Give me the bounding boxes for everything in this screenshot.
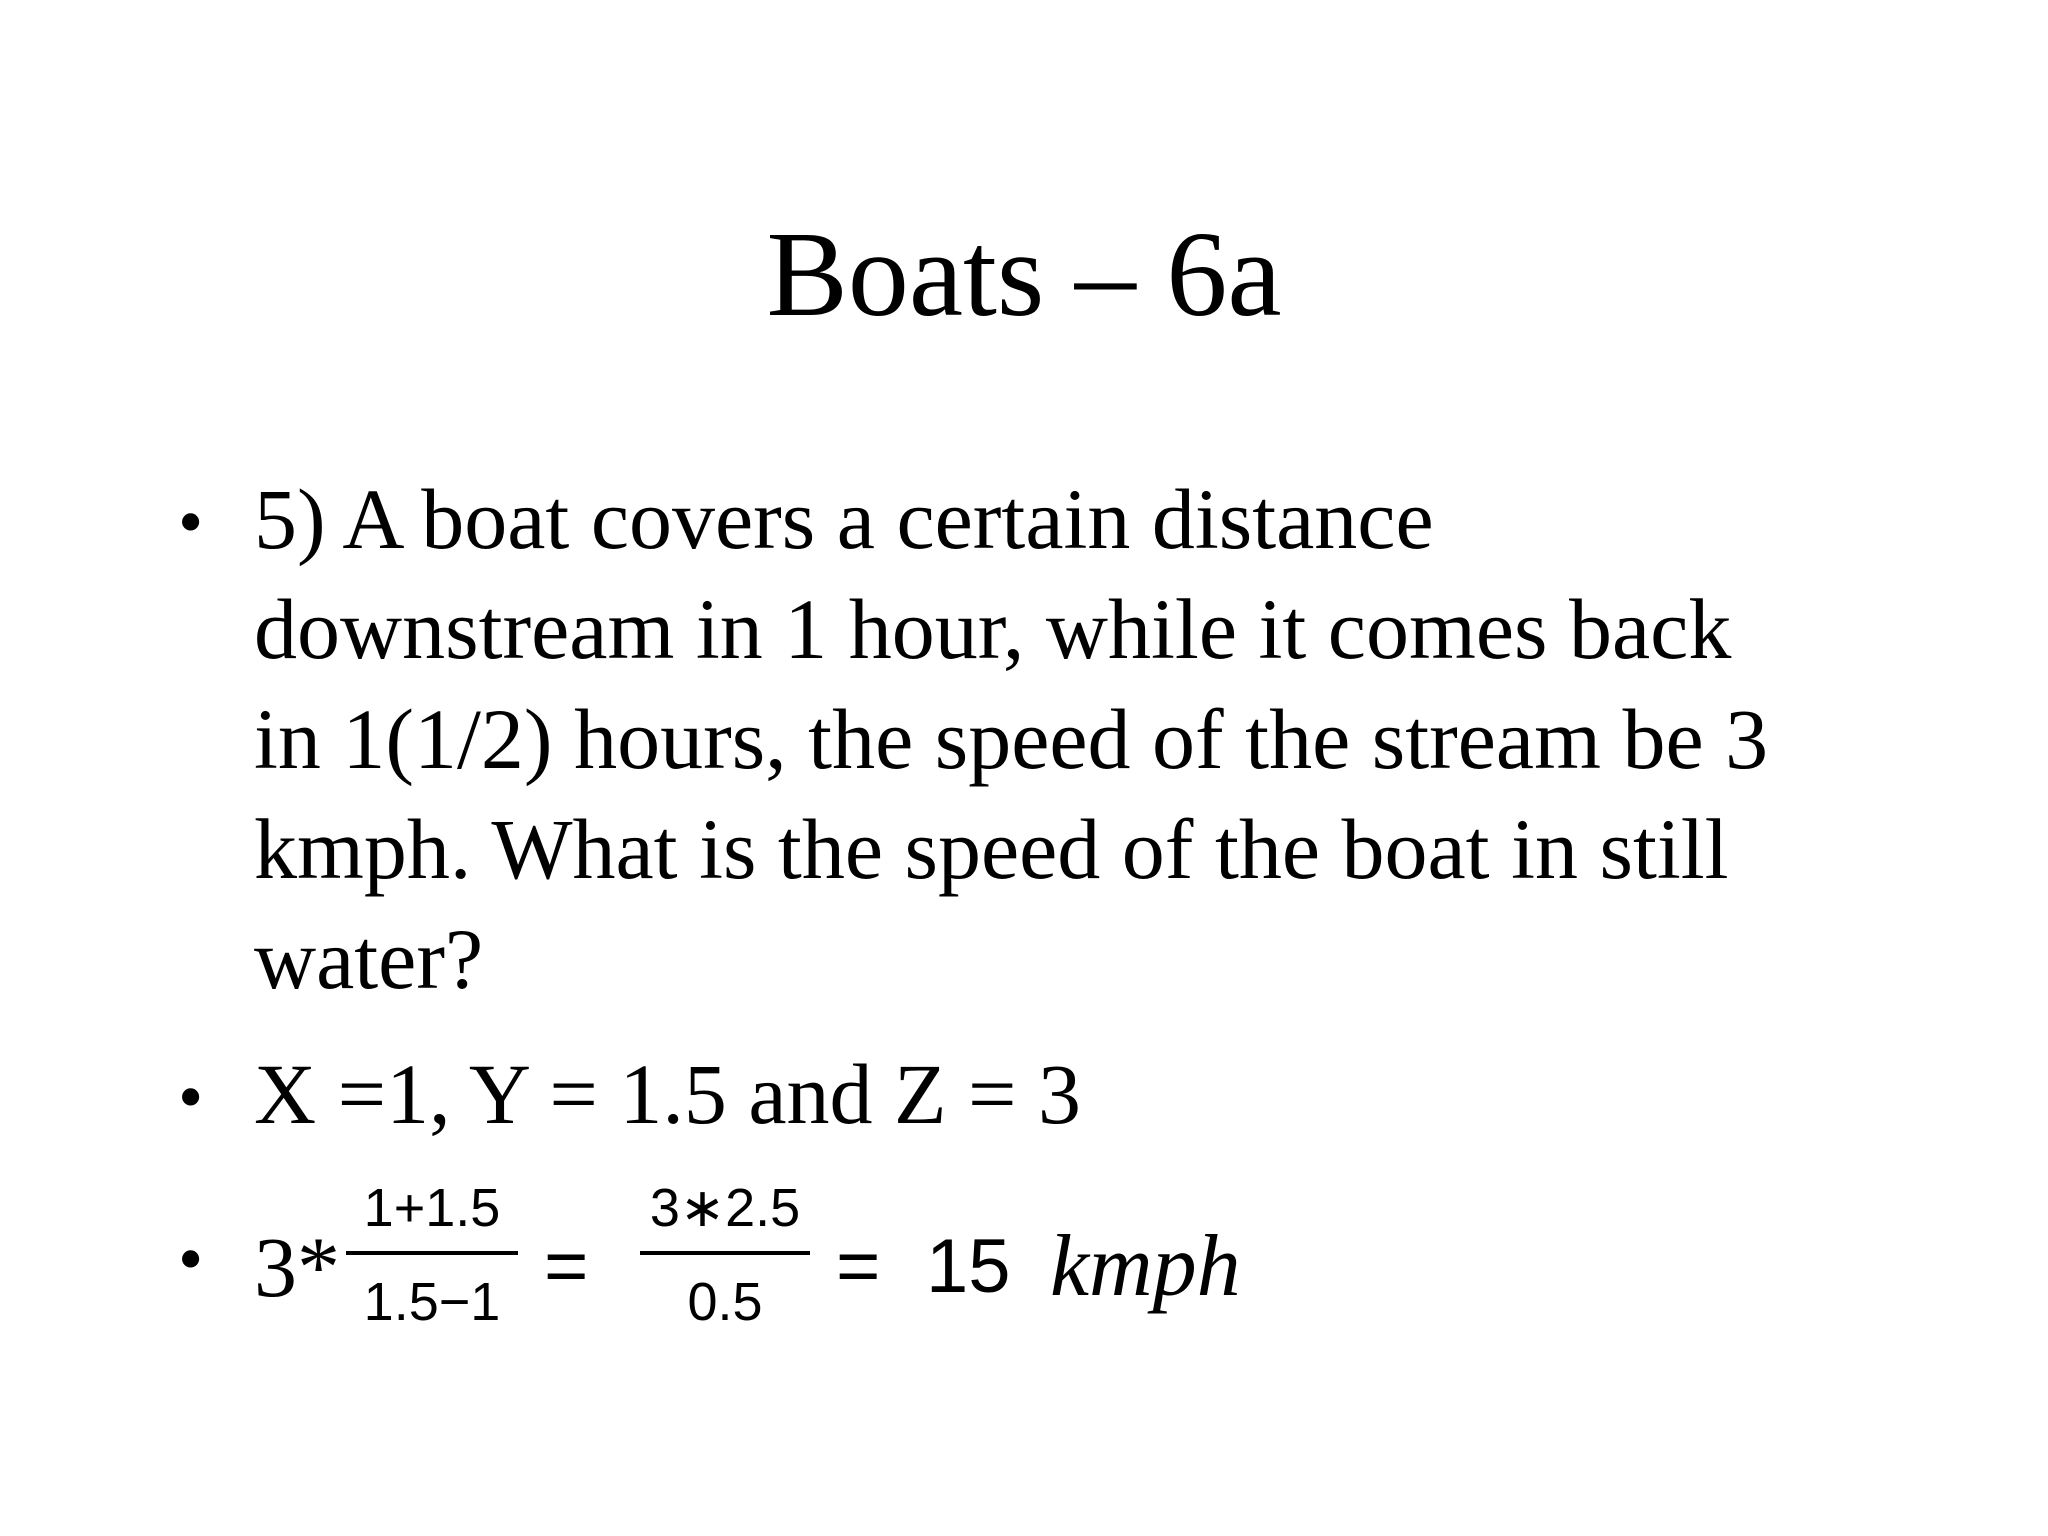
fraction-2-denominator: 0.5 [687, 1272, 763, 1332]
problem-statement [254, 464, 1914, 1014]
problem-line: water? [254, 911, 484, 1007]
solution-equation [254, 1175, 1454, 1355]
problem-line: 5) A boat covers a certain distance [254, 471, 1434, 567]
equals-sign: = [836, 1224, 881, 1309]
equation-lead: 3* [254, 1219, 340, 1315]
bullet-symbol: • [178, 1057, 204, 1137]
given-values [254, 1039, 1914, 1149]
bullet-symbol: • [178, 482, 204, 562]
fraction-2-bar [640, 1251, 810, 1255]
fraction-1 [346, 1175, 518, 1335]
given-values-text: X =1, Y = 1.5 and Z = 3 [254, 1046, 1082, 1142]
bullet-symbol: • [178, 1219, 204, 1299]
fraction-1-denominator: 1.5−1 [363, 1272, 501, 1332]
result-number: 15 [926, 1224, 1011, 1309]
problem-line: in 1(1/2) hours, the speed of the stream be 3 [254, 691, 1769, 787]
fraction-2-numerator: 3∗2.5 [649, 1178, 801, 1238]
result-unit: kmph [1050, 1218, 1241, 1315]
slide-title: Boats – 6a [766, 207, 1282, 342]
problem-line: downstream in 1 hour, while it comes back [254, 581, 1732, 677]
fraction-1-numerator: 1+1.5 [363, 1178, 501, 1238]
fraction-2 [640, 1175, 810, 1335]
problem-line: kmph. What is the speed of the boat in still [254, 801, 1729, 897]
fraction-1-bar [346, 1251, 518, 1255]
equals-sign: = [544, 1224, 589, 1309]
